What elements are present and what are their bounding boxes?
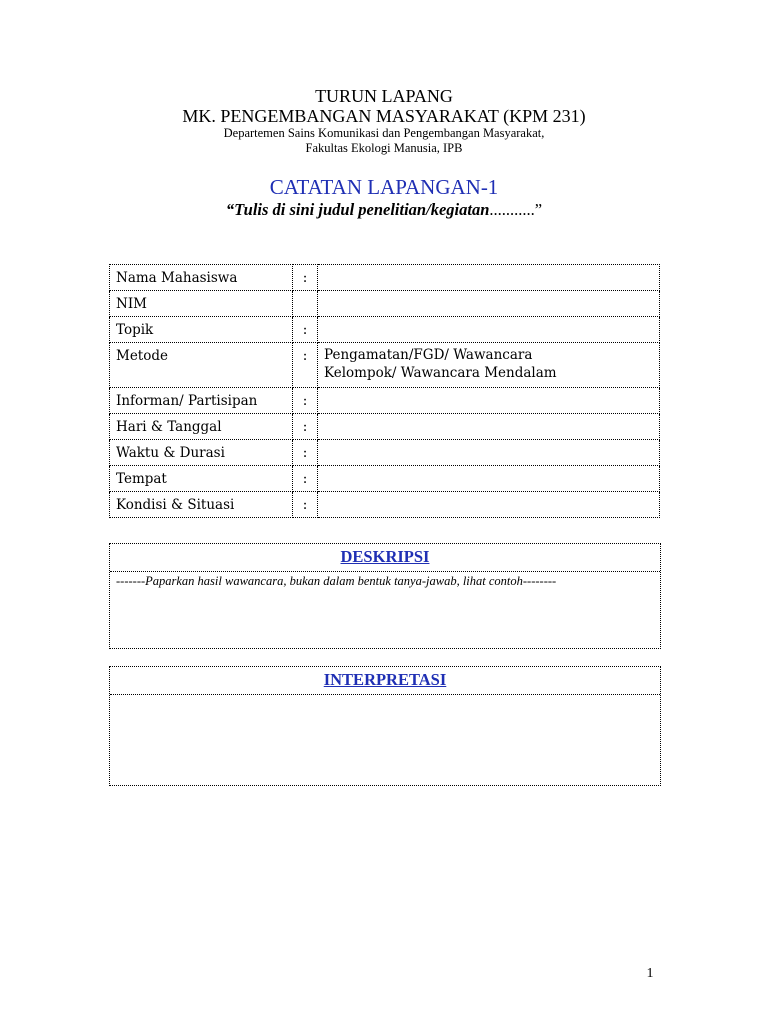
form-row [110,317,660,343]
document-title: CATATAN LAPANGAN-1 [269,175,499,199]
form-value-field[interactable] [318,440,660,466]
form-colon: : [293,343,318,388]
course-title: MK. PENGEMBANGAN MASYARAKAT (KPM 231) [182,106,586,126]
form-value-field[interactable] [318,317,660,343]
form-row [110,466,660,492]
interpretasi-section [109,666,661,786]
form-label: Topik [110,317,293,343]
page-number: 1 [646,966,654,981]
method-options-line-2: Kelompok/ Wawancara Mendalam [324,365,557,381]
form-label: Informan/ Partisipan [110,388,293,414]
form-label: Kondisi & Situasi [110,492,293,518]
header-line-1: TURUN LAPANG [315,86,453,106]
form-label: Hari & Tanggal [110,414,293,440]
deskripsi-text-area[interactable] [110,590,660,646]
identity-form-table [109,264,660,518]
form-label: Metode [110,343,293,388]
form-value-field[interactable] [318,343,660,388]
form-row [110,414,660,440]
deskripsi-heading: DESKRIPSI [110,544,660,572]
form-value-field[interactable] [318,291,660,317]
interpretasi-heading: INTERPRETASI [110,667,660,695]
department-line: Departemen Sains Komunikasi dan Pengembangan Masyarakat, [223,126,545,140]
form-label: NIM [110,291,293,317]
form-row [110,343,660,388]
method-options-line-1: Pengamatan/FGD/ Wawancara [324,347,533,363]
form-colon [293,291,318,317]
form-value-field[interactable] [318,492,660,518]
subtitle-text: “Tulis di sini judul penelitian/kegiatan [225,200,490,219]
form-value-field[interactable] [318,414,660,440]
form-value-field[interactable] [318,265,660,291]
form-colon: : [293,265,318,291]
form-label: Nama Mahasiswa [110,265,293,291]
form-colon: : [293,317,318,343]
form-row [110,492,660,518]
faculty-line: Fakultas Ekologi Manusia, IPB [305,141,463,155]
form-colon: : [293,414,318,440]
deskripsi-section [109,543,661,649]
form-colon: : [293,440,318,466]
form-colon: : [293,466,318,492]
document-subtitle [0,200,768,220]
form-label: Tempat [110,466,293,492]
form-colon: : [293,388,318,414]
form-value-field[interactable] [318,466,660,492]
form-colon: : [293,492,318,518]
form-row [110,388,660,414]
form-row [110,291,660,317]
form-value-field[interactable] [318,388,660,414]
form-row [110,265,660,291]
deskripsi-hint: -------Paparkan hasil wawancara, bukan dalam bentuk tanya-jawab, lihat contoh-------- [116,574,557,588]
form-row [110,440,660,466]
form-label: Waktu & Durasi [110,440,293,466]
interpretasi-text-area[interactable] [110,695,660,783]
subtitle-dots: ...........” [489,200,543,219]
